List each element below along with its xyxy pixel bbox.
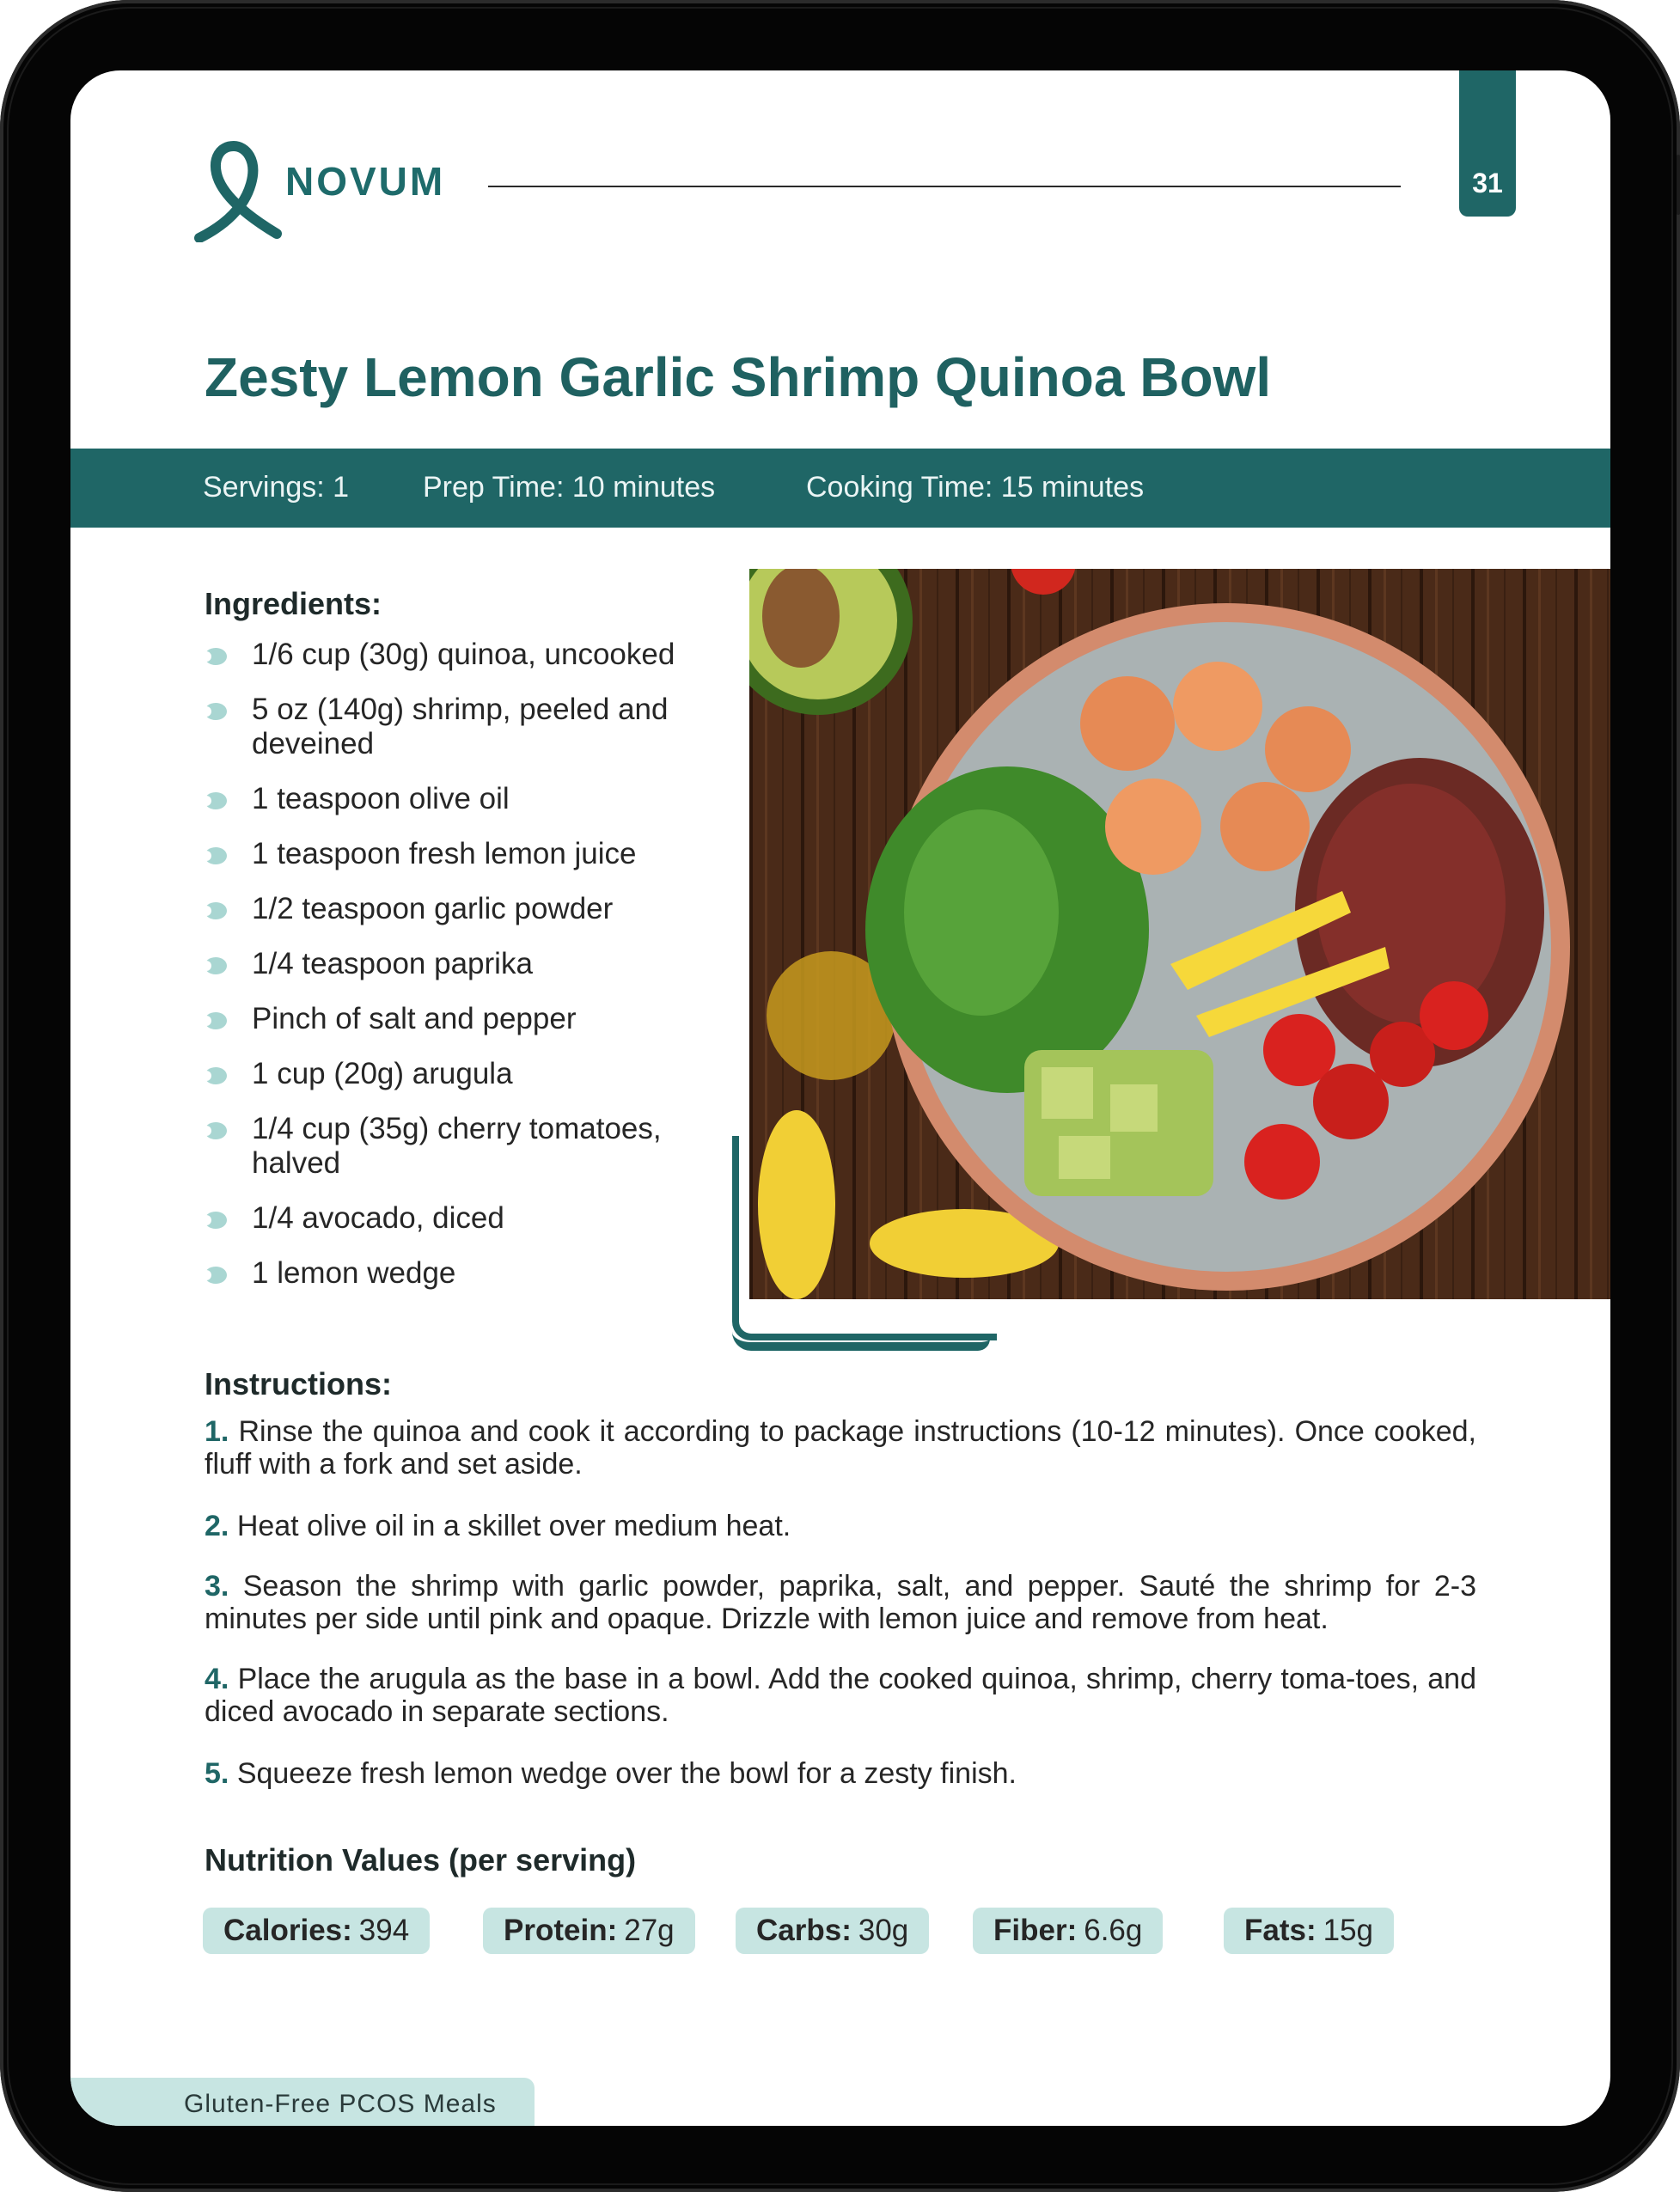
- nutrition-fiber: Fiber: 6.6g: [973, 1908, 1163, 1954]
- footer-label: Gluten-Free PCOS Meals: [184, 2090, 497, 2118]
- ingredient-item: 1/4 cup (35g) cherry tomatoes, halved: [205, 1112, 686, 1181]
- ingredient-item: 1/6 cup (30g) quinoa, uncooked: [205, 638, 686, 672]
- instruction-step: 5. Squeeze fresh lemon wedge over the bowl for a zesty finish.: [205, 1757, 1017, 1790]
- nutrition-protein: Protein: 27g: [483, 1908, 695, 1954]
- ingredient-item: 5 oz (140g) shrimp, peeled and deveined: [205, 693, 686, 761]
- ingredient-item: 1 teaspoon olive oil: [205, 782, 686, 816]
- ingredient-item: 1 cup (20g) arugula: [205, 1057, 686, 1091]
- instruction-step: 3. Season the shrimp with garlic powder, paprika, salt, and pepper. Sauté the shrimp for 2-3 minutes per side until pink and opaque. Drizzle with lemon juice and remove from heat.: [205, 1570, 1476, 1635]
- cooking-time-text: Cooking Time: 15 minutes: [806, 471, 1145, 504]
- ingredient-item: Pinch of salt and pepper: [205, 1002, 686, 1036]
- instruction-step: 2. Heat olive oil in a skillet over medium heat.: [205, 1510, 791, 1542]
- bullet-icon: [205, 1212, 227, 1229]
- ingredient-item: 1 teaspoon fresh lemon juice: [205, 837, 686, 871]
- recipe-title: Zesty Lemon Garlic Shrimp Quinoa Bowl: [205, 346, 1272, 408]
- bullet-icon: [205, 703, 227, 720]
- recipe-meta-bar: [70, 449, 1610, 528]
- header-divider: [488, 186, 1401, 187]
- bullet-icon: [205, 847, 227, 864]
- bullet-icon: [205, 1067, 227, 1084]
- servings-text: Servings: 1: [203, 471, 350, 504]
- bullet-icon: [205, 1122, 227, 1139]
- instruction-step: 1. Rinse the quinoa and cook it according to package instructions (10-12 minutes). Once cooked, fluff with a fork and set aside.: [205, 1415, 1476, 1481]
- nutrition-carbs: Carbs: 30g: [736, 1908, 929, 1954]
- bullet-icon: [205, 957, 227, 974]
- nutrition-fats: Fats: 15g: [1224, 1908, 1394, 1954]
- page-screen: [70, 70, 1610, 2126]
- ingredient-item: 1 lemon wedge: [205, 1256, 686, 1291]
- brand-name: NOVUM: [285, 159, 446, 204]
- prep-time-text: Prep Time: 10 minutes: [423, 471, 716, 504]
- shrimp-quinoa-bowl-photo: [749, 569, 1610, 1299]
- ingredients-list: [205, 638, 686, 1311]
- top-button: [1677, 155, 1680, 215]
- page-number: 31: [1459, 70, 1516, 217]
- instruction-step: 4. Place the arugula as the base in a bowl. Add the cooked quinoa, shrimp, cherry toma-toes, and diced avocado in separate sections.: [205, 1663, 1476, 1728]
- bullet-icon: [205, 1012, 227, 1029]
- novum-logo-icon: [191, 139, 290, 242]
- instructions-heading: Instructions:: [205, 1366, 393, 1401]
- bullet-icon: [205, 902, 227, 919]
- bullet-icon: [205, 1267, 227, 1284]
- nutrition-heading: Nutrition Values (per serving): [205, 1842, 637, 1878]
- ingredient-item: 1/4 avocado, diced: [205, 1201, 686, 1236]
- ingredient-item: 1/4 teaspoon paprika: [205, 947, 686, 981]
- nutrition-calories: Calories: 394: [203, 1908, 430, 1954]
- bullet-icon: [205, 648, 227, 665]
- ingredients-heading: Ingredients:: [205, 586, 382, 621]
- ingredient-item: 1/2 teaspoon garlic powder: [205, 892, 686, 926]
- bullet-icon: [205, 792, 227, 809]
